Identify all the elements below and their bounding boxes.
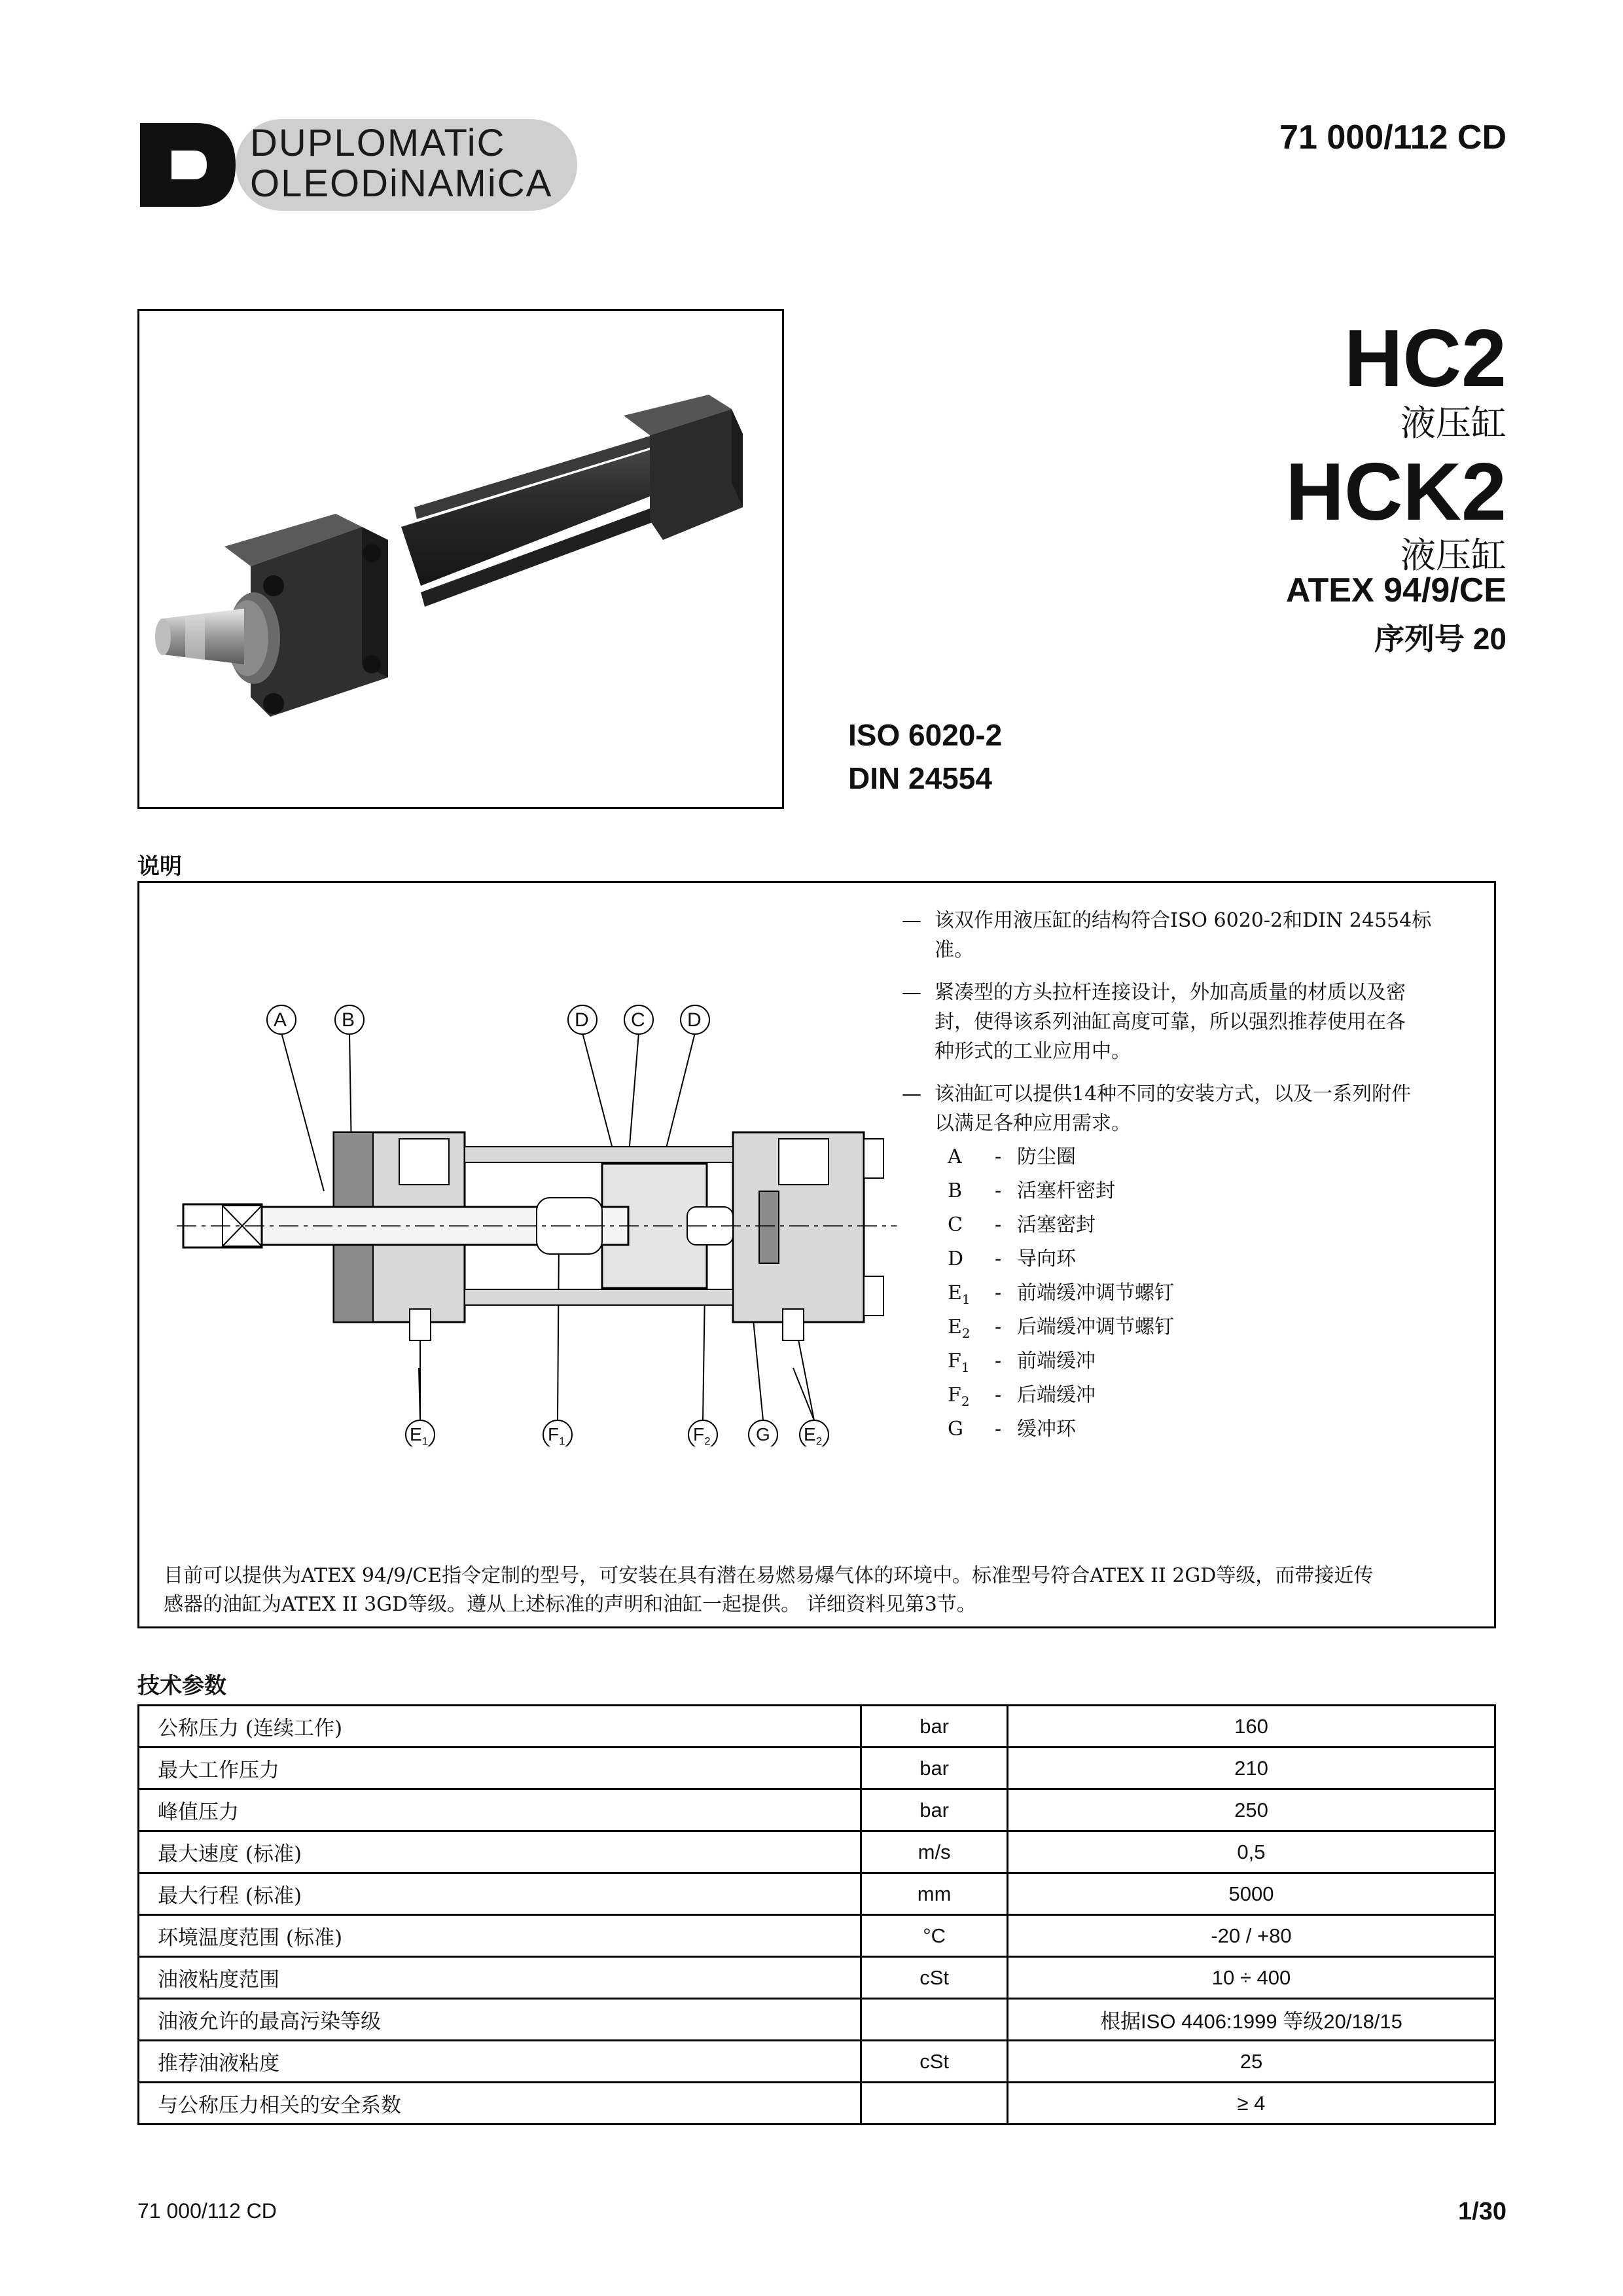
legend-key: A: [948, 1145, 962, 1168]
footer-code: 71 000/112 CD: [137, 2199, 277, 2223]
brand-line-2: OLEODiNAMiCA: [250, 162, 553, 205]
bullet-2-line-2: 封，使得该系列油缸高度可靠，所以强烈推荐使用在各: [935, 1011, 1406, 1033]
legend-item: G - 缓冲环: [948, 1412, 1340, 1446]
legend-key: E: [948, 1316, 962, 1338]
feature-bullet: — 紧凑型的方头拉杆连接设计，外加高质量的材质以及密 封，使得该系列油缸高度可靠，所以强烈推荐使用在各 种形式的工业应用中。: [902, 978, 1471, 1066]
legend-subscript: 1: [961, 1291, 971, 1307]
diagram-label-f2: [693, 1424, 711, 1448]
bullet-2-line-1: 紧凑型的方头拉杆连接设计，外加高质量的材质以及密: [935, 981, 1406, 1004]
param-name: 环境温度范围 (标准): [139, 1915, 861, 1957]
product-title-hck2: HCK2: [1285, 447, 1507, 537]
param-value: 0,5: [1007, 1831, 1495, 1873]
param-unit: [861, 1999, 1008, 2041]
param-name: 油液允许的最高污染等级: [139, 1999, 861, 2041]
cylinder-cross-section-icon: [170, 1001, 903, 1446]
legend-subscript: 2: [961, 1393, 970, 1409]
atex-note: [164, 1562, 1479, 1619]
table-row: [139, 2041, 1495, 2083]
feature-bullet-list: [902, 906, 1471, 1138]
page-number: 1/30: [1458, 2198, 1507, 2225]
diagram-label-d: D: [575, 1009, 589, 1031]
hydraulic-cylinder-image: [139, 311, 782, 807]
legend-item: B - 活塞杆密封: [948, 1174, 1340, 1208]
diagram-label-key: E: [804, 1424, 816, 1444]
legend-subscript: 2: [961, 1325, 971, 1341]
product-title-hc2: HC2: [1344, 314, 1507, 404]
legend-item: C - 活塞密封: [948, 1208, 1340, 1242]
diagram-label-f1: [548, 1424, 565, 1448]
table-row: [139, 1706, 1495, 1748]
legend-label: 后端缓冲调节螺钉: [1017, 1316, 1174, 1338]
legend-label: 导向环: [1017, 1247, 1076, 1270]
table-row: [139, 1915, 1495, 1957]
table-row: [139, 1873, 1495, 1915]
diagram-label-key: F: [693, 1424, 705, 1444]
legend-item: D - 导向环: [948, 1242, 1340, 1276]
diagram-label-subscript: 1: [421, 1435, 429, 1448]
product-subtitle-hck2: 液压缸: [1400, 535, 1507, 576]
diagram-label-a: A: [274, 1009, 287, 1031]
legend-key: E: [948, 1282, 962, 1304]
legend-key: G: [948, 1418, 963, 1441]
tech-table-wrap: [137, 1704, 1496, 2125]
feature-bullet: — 该双作用液压缸的结构符合ISO 6020-2和DIN 24554标 准。: [902, 906, 1471, 965]
diagram-label-key: G: [756, 1424, 770, 1444]
diagram-label-subscript: 2: [704, 1435, 711, 1448]
atex-note-line-1: 目前可以提供为ATEX 94/9/CE指令定制的型号，可安装在具有潜在易燃易爆气体的环境中。标准型号符合ATEX II 2GD等级，而带接近传: [164, 1564, 1374, 1587]
table-row: [139, 1748, 1495, 1789]
brand-line-1: DUPLOMATiC: [250, 122, 506, 164]
legend-label: 活塞密封: [1017, 1213, 1096, 1236]
legend-label: 前端缓冲: [1017, 1350, 1096, 1372]
atex-note-line-2: 感器的油缸为ATEX II 3GD等级。遵从上述标准的声明和油缸一起提供。 详细资料见第3节。: [164, 1593, 976, 1616]
diagram-label-e2: [804, 1424, 822, 1448]
legend-label: 防尘圈: [1017, 1145, 1076, 1168]
param-name: 推荐油液粘度: [139, 2041, 861, 2083]
table-row: [139, 1789, 1495, 1831]
param-unit: m/s: [861, 1831, 1008, 1873]
table-row: [139, 1831, 1495, 1873]
table-row: [139, 1999, 1495, 2041]
param-value: ≥ 4: [1007, 2083, 1495, 2125]
param-value: 25: [1007, 2041, 1495, 2083]
atex-directive: ATEX 94/9/CE: [1285, 571, 1507, 609]
param-unit: bar: [861, 1789, 1008, 1831]
param-unit: bar: [861, 1706, 1008, 1748]
param-name: 与公称压力相关的安全系数: [139, 2083, 861, 2125]
param-name: 峰值压力: [139, 1789, 861, 1831]
diagram-label-subscript: 1: [559, 1435, 565, 1448]
param-unit: mm: [861, 1873, 1008, 1915]
product-photo-frame: [137, 309, 784, 809]
series-number: 序列号 20: [1374, 622, 1507, 656]
param-value: -20 / +80: [1007, 1915, 1495, 1957]
legend-item: $F_1$ - 前端缓冲: [948, 1350, 1096, 1375]
standard-din: DIN 24554: [848, 761, 992, 795]
legend-key: B: [948, 1179, 963, 1202]
param-value: 210: [1007, 1748, 1495, 1789]
bullet-1-line-2: 准。: [935, 939, 974, 961]
feature-bullet: — 该油缸可以提供14种不同的安装方式，以及一系列附件 以满足各种应用需求。: [902, 1079, 1471, 1138]
table-row: [139, 1957, 1495, 1999]
legend-key: F: [948, 1350, 961, 1372]
bullet-1-line-1: 该双作用液压缸的结构符合ISO 6020-2和DIN 24554标: [935, 909, 1432, 932]
tech-heading: 技术参数: [137, 1674, 226, 1698]
description-heading: 说明: [137, 854, 182, 879]
diagram-label-d: D: [687, 1009, 702, 1031]
diagram-label-b: B: [342, 1009, 355, 1031]
legend-item: A - 防尘圈: [948, 1140, 1340, 1174]
legend-key: C: [948, 1213, 963, 1236]
product-subtitle-hc2: 液压缸: [1400, 403, 1507, 444]
param-unit: °C: [861, 1915, 1008, 1957]
tech-table: [137, 1704, 1496, 2125]
legend-subscript: 1: [961, 1359, 970, 1375]
legend-item: $E_2$ - 后端缓冲调节螺钉: [948, 1316, 1174, 1341]
legend-label: 前端缓冲调节螺钉: [1017, 1282, 1174, 1304]
param-value: 250: [1007, 1789, 1495, 1831]
legend-label: 后端缓冲: [1017, 1384, 1096, 1407]
param-unit: cSt: [861, 1957, 1008, 1999]
diagram-label-e1: [410, 1424, 428, 1448]
diagram-label-g: [756, 1424, 770, 1445]
param-unit: cSt: [861, 2041, 1008, 2083]
bullet-3-line-1: 该油缸可以提供14种不同的安装方式，以及一系列附件: [935, 1083, 1412, 1105]
diagram-label-key: E: [410, 1424, 422, 1444]
legend-key: F: [948, 1384, 961, 1407]
legend-item: $E_1$ - 前端缓冲调节螺钉: [948, 1282, 1174, 1307]
param-value: 160: [1007, 1706, 1495, 1748]
param-value: 5000: [1007, 1873, 1495, 1915]
legend-label: 缓冲环: [1017, 1418, 1076, 1441]
legend-item: $F_2$ - 后端缓冲: [948, 1384, 1096, 1409]
param-value: 10 ÷ 400: [1007, 1957, 1495, 1999]
diagram-label-subscript: 2: [815, 1435, 823, 1448]
bullet-2-line-3: 种形式的工业应用中。: [935, 1040, 1131, 1063]
cylinder-section-diagram: [170, 1001, 903, 1446]
bullet-3-line-2: 以满足各种应用需求。: [935, 1112, 1131, 1135]
param-name: 最大速度 (标准): [139, 1831, 861, 1873]
diagram-label-c: C: [631, 1009, 645, 1031]
document-code: 71 000/112 CD: [1279, 118, 1507, 156]
table-row: [139, 2083, 1495, 2125]
param-name: 最大行程 (标准): [139, 1873, 861, 1915]
param-name: 油液粘度范围: [139, 1957, 861, 1999]
legend-key: D: [948, 1247, 964, 1270]
param-name: 最大工作压力: [139, 1748, 861, 1789]
param-name: 公称压力 (连续工作): [139, 1706, 861, 1748]
param-unit: [861, 2083, 1008, 2125]
param-value: 根据ISO 4406:1999 等级20/18/15: [1007, 1999, 1495, 2041]
legend-list: [948, 1140, 1340, 1446]
legend-label: 活塞杆密封: [1017, 1179, 1115, 1202]
standard-iso: ISO 6020-2: [848, 718, 1003, 752]
diagram-label-key: F: [548, 1424, 560, 1444]
param-unit: bar: [861, 1748, 1008, 1789]
